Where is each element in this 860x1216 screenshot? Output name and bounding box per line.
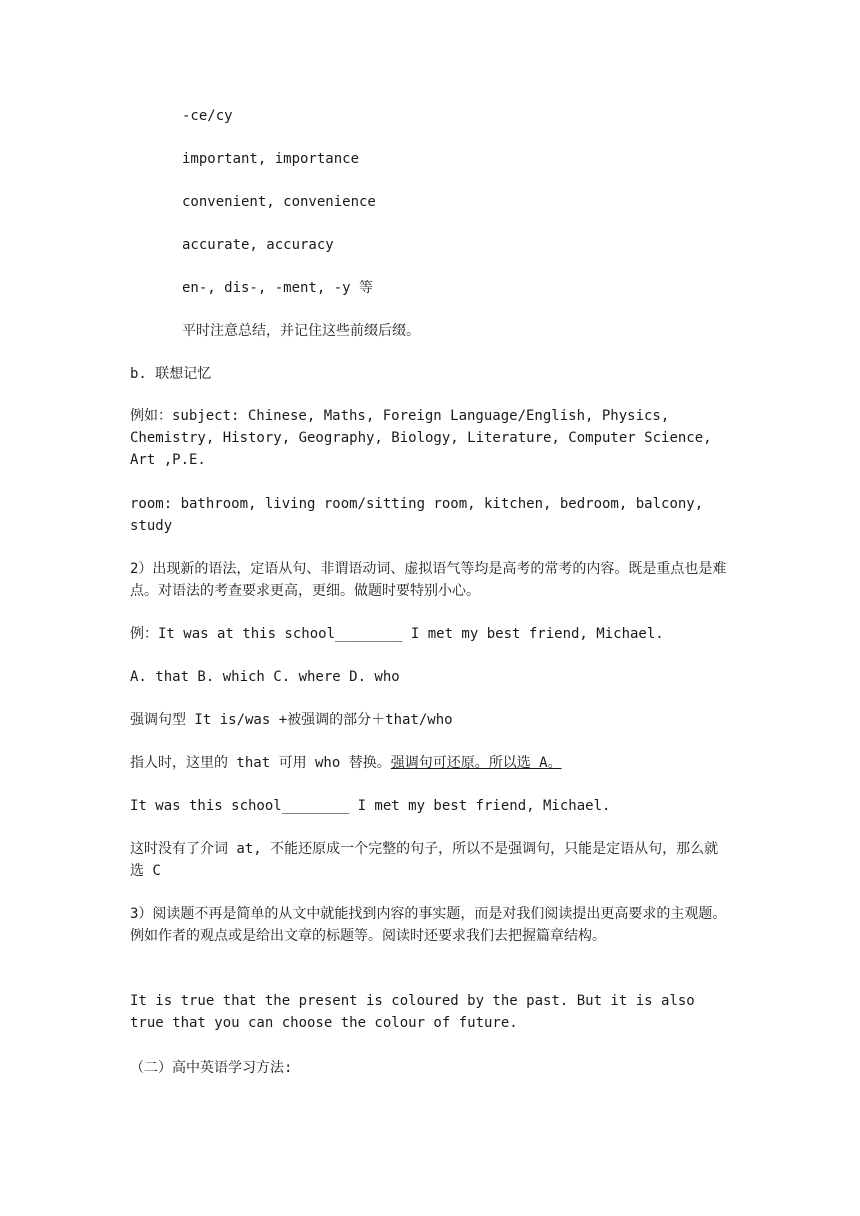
grammar-options: A. that B. which C. where D. who: [130, 669, 400, 685]
emphasis-note-underlined: 强调句可还原。所以选 A。: [390, 755, 562, 771]
section-heading: （二）高中英语学习方法:: [130, 1060, 293, 1076]
emphasis-note-plain: 指人时，这里的 that 可用 who 替换。: [130, 755, 391, 771]
quote: It is true that the present is coloured by the past. But it is also true that you can choose the colour of future.: [130, 993, 695, 1031]
second-explanation: 这时没有了介词 at, 不能还原成一个完整的句子，所以不是强调句，只能是定语从句，那么就选 C: [130, 841, 719, 879]
suffix-heading: -ce/cy: [182, 108, 233, 124]
grammar-point: 2）出现新的语法，定语从句、非谓语动词、虚拟语气等均是高考的常考的内容。既是重点也是难点。对语法的考查要求更高，更细。做题时要特别小心。: [130, 561, 727, 599]
room-example: room: bathroom, living room/sitting room, kitchen, bedroom, balcony, study: [130, 496, 704, 534]
emphasis-note: [130, 752, 562, 774]
association-heading: b. 联想记忆: [130, 366, 212, 382]
suffix-note: 平时注意总结，并记住这些前缀后缀。: [182, 323, 420, 339]
subject-example: 例如：subject: Chinese, Maths, Foreign Language/English, Physics, Chemistry, History, Geography, Biology, Literature, Computer Science, Art ,P.E.: [130, 408, 712, 468]
suffix-example-2: convenient, convenience: [182, 194, 376, 210]
suffix-example-4: en-, dis-, -ment, -y 等: [182, 280, 374, 296]
suffix-example-1: important, importance: [182, 151, 360, 167]
suffix-example-3: accurate, accuracy: [182, 237, 334, 253]
second-example: It was this school________ I met my best friend, Michael.: [130, 798, 611, 814]
grammar-example: 例：It was at this school________ I met my best friend, Michael.: [130, 626, 664, 642]
reading-point: 3）阅读题不再是简单的从文中就能找到内容的事实题，而是对我们阅读提出更高要求的主观题。例如作者的观点或是给出文章的标题等。阅读时还要求我们去把握篇章结构。: [130, 906, 727, 944]
emphasis-pattern: 强调句型 It is/was +被强调的部分＋that/who: [130, 712, 453, 728]
